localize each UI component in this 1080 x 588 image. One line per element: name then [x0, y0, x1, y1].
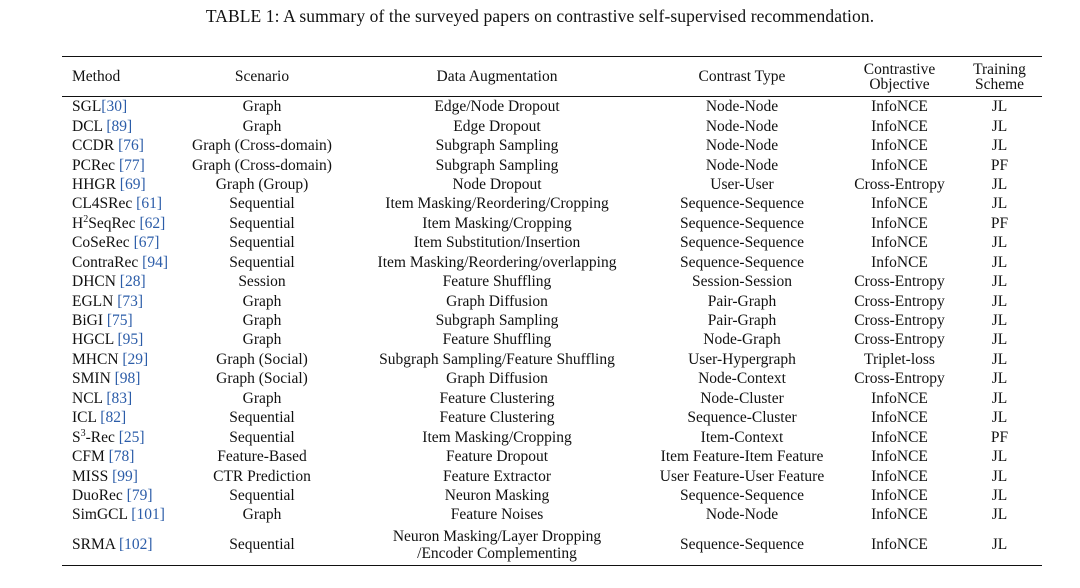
method-name: SRMA	[72, 536, 119, 554]
citation-link[interactable]: [67]	[133, 234, 160, 252]
cell-objective: InfoNCE	[871, 389, 928, 407]
summary-table-container	[62, 56, 1042, 566]
cell-augmentation: Item Substitution/Insertion	[413, 234, 581, 252]
cell-objective: Cross-Entropy	[854, 331, 945, 349]
cell-contrast-type: Node-Node	[705, 156, 779, 174]
cell-objective: InfoNCE	[871, 448, 928, 466]
cell-contrast-type: Node-Graph	[703, 331, 781, 349]
cell-scheme: JL	[991, 389, 1008, 407]
cell-scenario: Graph (Group)	[215, 175, 309, 193]
method-name: HGCL	[72, 331, 118, 349]
method-name: ContraRec	[72, 253, 143, 271]
method-name: CCDR	[72, 137, 119, 155]
cell-objective: InfoNCE	[871, 137, 928, 155]
table-row	[62, 525, 1042, 566]
augmentation-line2: /Encoder Complementing	[417, 544, 577, 562]
augmentation-line1: Neuron Masking/Layer Dropping	[392, 527, 602, 545]
cell-augmentation: Feature Shuffling	[442, 273, 552, 291]
cell-contrast-type: Node-Node	[705, 98, 779, 116]
header-contrast-type: Contrast Type	[698, 68, 786, 85]
cell-augmentation: Feature Noises	[450, 506, 544, 524]
citation-link[interactable]: [29]	[122, 350, 149, 368]
cell-scenario: Graph	[242, 331, 282, 349]
cell-method	[62, 369, 172, 388]
cell-method	[62, 486, 172, 505]
cell-scheme: JL	[991, 467, 1008, 485]
cell-contrast-type: Session-Session	[692, 273, 792, 291]
cell-augmentation: Edge/Node Dropout	[434, 98, 560, 116]
cell-scenario: CTR Prediction	[213, 467, 311, 485]
table-row	[62, 291, 1042, 310]
table-header	[62, 57, 1042, 97]
cell-objective: InfoNCE	[871, 536, 928, 554]
table-row	[62, 136, 1042, 155]
citation-link[interactable]: [95]	[117, 331, 144, 349]
cell-contrast-type: User-User	[710, 175, 774, 193]
cell-scheme: PF	[990, 428, 1009, 446]
cell-method	[62, 175, 172, 194]
cell-objective: InfoNCE	[871, 234, 928, 252]
method-superscript: 2	[83, 213, 89, 225]
cell-scenario: Graph	[242, 117, 282, 135]
table-caption: TABLE 1: A summary of the surveyed papers on contrastive self-supervised recommendation.	[205, 6, 875, 26]
cell-contrast-type: Node-Node	[705, 506, 779, 524]
cell-scenario: Sequential	[229, 486, 295, 504]
cell-scheme: JL	[991, 137, 1008, 155]
cell-contrast-type: Pair-Graph	[707, 312, 777, 330]
cell-contrast-type: Sequence-Sequence	[680, 234, 804, 252]
cell-scheme: JL	[991, 409, 1008, 427]
table-row	[62, 155, 1042, 174]
cell-method	[62, 466, 172, 485]
table-row	[62, 330, 1042, 349]
cell-augmentation: Feature Extractor	[442, 467, 551, 485]
cell-objective: Cross-Entropy	[854, 312, 945, 330]
cell-method	[62, 505, 172, 524]
cell-augmentation: Subgraph Sampling	[435, 312, 559, 330]
cell-scheme: JL	[991, 195, 1008, 213]
cell-method	[62, 389, 172, 408]
cell-contrast-type: Node-Node	[705, 117, 779, 135]
header-objective	[842, 57, 957, 97]
cell-augmentation: Item Masking/Reordering/Cropping	[385, 195, 609, 213]
table-row	[62, 194, 1042, 213]
header-augmentation: Data Augmentation	[436, 68, 558, 85]
method-name: CoSeRec	[72, 234, 134, 252]
method-superscript: 3	[80, 427, 86, 439]
cell-method	[62, 330, 172, 349]
cell-scheme: JL	[991, 536, 1008, 554]
citation-link[interactable]: [75]	[106, 312, 133, 330]
cell-objective: Cross-Entropy	[854, 175, 945, 193]
cell-contrast-type: Node-Context	[698, 370, 786, 388]
cell-scenario: Sequential	[229, 409, 295, 427]
cell-augmentation: Graph Diffusion	[446, 292, 548, 310]
cell-method	[62, 427, 172, 446]
citation-link[interactable]: [94]	[142, 253, 168, 271]
cell-augmentation: Subgraph Sampling	[435, 156, 559, 174]
cell-scheme: JL	[991, 175, 1008, 193]
cell-method	[62, 350, 172, 369]
header-scenario: Scenario	[234, 68, 290, 85]
cell-scheme: JL	[991, 486, 1008, 504]
cell-contrast-type: User-Hypergraph	[688, 350, 796, 368]
header-objective-line1: Contrastive	[863, 60, 936, 78]
method-name: HHGR	[72, 175, 120, 193]
method-name: NCL	[72, 389, 107, 407]
cell-objective: Cross-Entropy	[854, 370, 945, 388]
cell-scheme: JL	[991, 234, 1008, 252]
citation-link[interactable]: [28]	[119, 273, 146, 291]
cell-objective: InfoNCE	[871, 506, 928, 524]
citation-link[interactable]: [82]	[100, 409, 127, 427]
cell-scheme: JL	[991, 506, 1008, 524]
cell-contrast-type: Item-Context	[700, 428, 784, 446]
cell-augmentation: Node Dropout	[452, 175, 542, 193]
header-scheme-line1: Training	[973, 60, 1026, 78]
cell-scheme: JL	[991, 350, 1008, 368]
cell-objective: Cross-Entropy	[854, 273, 945, 291]
table-row	[62, 214, 1042, 233]
cell-method	[62, 214, 172, 233]
method-name: MHCN	[72, 350, 123, 368]
cell-augmentation	[352, 525, 642, 566]
cell-scenario: Graph (Cross-domain)	[192, 137, 332, 155]
method-name: S	[72, 428, 81, 446]
method-name: SGL	[72, 98, 102, 116]
cell-scenario: Graph (Social)	[216, 370, 308, 388]
cell-scenario: Sequential	[229, 195, 295, 213]
cell-objective: InfoNCE	[871, 98, 928, 116]
cell-scheme: JL	[991, 331, 1008, 349]
method-name: SimGCL	[72, 506, 132, 524]
cell-objective: InfoNCE	[871, 195, 928, 213]
cell-contrast-type: Sequence-Sequence	[680, 214, 804, 232]
cell-scheme: JL	[991, 448, 1008, 466]
cell-objective: InfoNCE	[871, 117, 928, 135]
cell-objective: InfoNCE	[871, 486, 928, 504]
method-name: SMIN	[72, 370, 115, 388]
cell-scenario: Feature-Based	[217, 448, 307, 466]
cell-augmentation: Feature Clustering	[439, 409, 555, 427]
cell-method	[62, 291, 172, 310]
header-method: Method	[72, 68, 121, 85]
table-row	[62, 311, 1042, 330]
table-row	[62, 408, 1042, 427]
header-scheme	[957, 57, 1042, 97]
cell-method	[62, 194, 172, 213]
cell-augmentation: Neuron Masking	[444, 486, 550, 504]
cell-contrast-type: Node-Cluster	[700, 389, 784, 407]
cell-method	[62, 525, 172, 566]
method-name-suffix: SeqRec	[88, 214, 140, 232]
table-row	[62, 253, 1042, 272]
citation-link[interactable]: [76]	[118, 137, 144, 155]
cell-method	[62, 233, 172, 252]
cell-method	[62, 272, 172, 291]
citation-link[interactable]: [25]	[118, 428, 145, 446]
table-row	[62, 427, 1042, 446]
citation-link[interactable]: [99]	[112, 467, 138, 485]
cell-contrast-type: User Feature-User Feature	[659, 467, 825, 485]
cell-contrast-type: Sequence-Sequence	[680, 486, 804, 504]
cell-objective: InfoNCE	[871, 253, 928, 271]
cell-scheme: JL	[991, 253, 1008, 271]
cell-augmentation: Graph Diffusion	[446, 370, 548, 388]
summary-table	[62, 56, 1042, 566]
cell-scenario: Sequential	[229, 428, 295, 446]
cell-objective: InfoNCE	[871, 156, 928, 174]
cell-scenario: Graph	[242, 506, 282, 524]
cell-scheme: JL	[991, 117, 1008, 135]
table-row	[62, 466, 1042, 485]
cell-scheme: JL	[991, 312, 1008, 330]
cell-scenario: Graph	[242, 292, 282, 310]
table-row	[62, 369, 1042, 388]
citation-link[interactable]: [102]	[118, 536, 153, 554]
method-name: EGLN	[72, 292, 118, 310]
citation-link[interactable]: [73]	[117, 292, 144, 310]
cell-method	[62, 136, 172, 155]
citation-link[interactable]: [78]	[108, 448, 135, 466]
method-name: CFM	[72, 448, 109, 466]
table-row	[62, 97, 1042, 117]
cell-objective: InfoNCE	[871, 409, 928, 427]
cell-augmentation: Edge Dropout	[453, 117, 541, 135]
cell-method	[62, 408, 172, 427]
cell-contrast-type: Pair-Graph	[707, 292, 777, 310]
cell-scenario: Graph	[242, 98, 282, 116]
method-name: PCRec	[72, 156, 119, 174]
citation-link[interactable]: [83]	[106, 389, 133, 407]
cell-method	[62, 253, 172, 272]
cell-scheme: JL	[991, 370, 1008, 388]
header-scheme-line2: Scheme	[974, 75, 1025, 93]
cell-method	[62, 97, 172, 117]
table-row	[62, 389, 1042, 408]
cell-method	[62, 311, 172, 330]
cell-scenario: Graph	[242, 389, 282, 407]
table-row	[62, 116, 1042, 135]
citation-link[interactable]: [69]	[119, 175, 146, 193]
table-row	[62, 233, 1042, 252]
cell-contrast-type: Sequence-Sequence	[680, 536, 804, 554]
cell-scenario: Graph (Cross-domain)	[192, 156, 332, 174]
cell-contrast-type: Node-Node	[705, 137, 779, 155]
cell-contrast-type: Sequence-Cluster	[687, 409, 797, 427]
cell-scheme: JL	[991, 98, 1008, 116]
method-name: DHCN	[72, 273, 120, 291]
cell-augmentation: Item Masking/Cropping	[422, 428, 572, 446]
method-name: DCL	[72, 117, 107, 135]
cell-scenario: Sequential	[229, 214, 295, 232]
table-body	[62, 97, 1042, 566]
cell-contrast-type: Sequence-Sequence	[680, 253, 804, 271]
table-row	[62, 505, 1042, 524]
cell-objective: InfoNCE	[871, 467, 928, 485]
cell-method	[62, 116, 172, 135]
cell-augmentation: Feature Shuffling	[442, 331, 552, 349]
method-name: DuoRec	[72, 486, 127, 504]
cell-contrast-type: Sequence-Sequence	[680, 195, 804, 213]
cell-augmentation: Feature Dropout	[445, 448, 548, 466]
citation-link[interactable]: [61]	[136, 195, 162, 213]
cell-method	[62, 447, 172, 466]
cell-method	[62, 155, 172, 174]
cell-scenario: Session	[238, 273, 286, 291]
table-row	[62, 486, 1042, 505]
citation-link[interactable]: [101]	[131, 506, 165, 524]
method-name: CL4SRec	[72, 195, 137, 213]
cell-contrast-type: Item Feature-Item Feature	[660, 448, 824, 466]
cell-scenario: Graph (Social)	[216, 350, 308, 368]
cell-objective: InfoNCE	[871, 428, 928, 446]
cell-objective: Triplet-loss	[864, 350, 935, 368]
cell-scheme: PF	[990, 214, 1009, 232]
cell-scenario: Sequential	[229, 234, 295, 252]
cell-augmentation: Subgraph Sampling	[435, 137, 559, 155]
cell-objective: Cross-Entropy	[854, 292, 945, 310]
table-row	[62, 447, 1042, 466]
citation-link[interactable]: [30]	[101, 98, 128, 116]
cell-scenario: Sequential	[229, 536, 295, 554]
method-name: H	[72, 214, 84, 232]
citation-link[interactable]: [62]	[139, 214, 166, 232]
method-name-suffix: -Rec	[85, 428, 119, 446]
table-row	[62, 175, 1042, 194]
cell-scheme: JL	[991, 292, 1008, 310]
cell-scheme: JL	[991, 273, 1008, 291]
cell-augmentation: Feature Clustering	[439, 389, 555, 407]
cell-scenario: Sequential	[229, 253, 295, 271]
table-row	[62, 350, 1042, 369]
method-name: MISS	[72, 467, 113, 485]
header-objective-line2: Objective	[869, 75, 930, 93]
method-name: BiGI	[72, 312, 107, 330]
method-name: ICL	[72, 409, 101, 427]
cell-augmentation: Item Masking/Cropping	[422, 214, 572, 232]
cell-scheme: PF	[990, 156, 1009, 174]
cell-augmentation: Subgraph Sampling/Feature Shuffling	[379, 350, 615, 368]
table-row	[62, 272, 1042, 291]
citation-link[interactable]: [89]	[106, 117, 133, 135]
citation-link[interactable]: [77]	[118, 156, 145, 174]
citation-link[interactable]: [79]	[126, 486, 153, 504]
cell-augmentation: Item Masking/Reordering/overlapping	[377, 253, 617, 271]
citation-link[interactable]: [98]	[114, 370, 141, 388]
cell-objective: InfoNCE	[871, 214, 928, 232]
cell-scenario: Graph	[242, 312, 282, 330]
